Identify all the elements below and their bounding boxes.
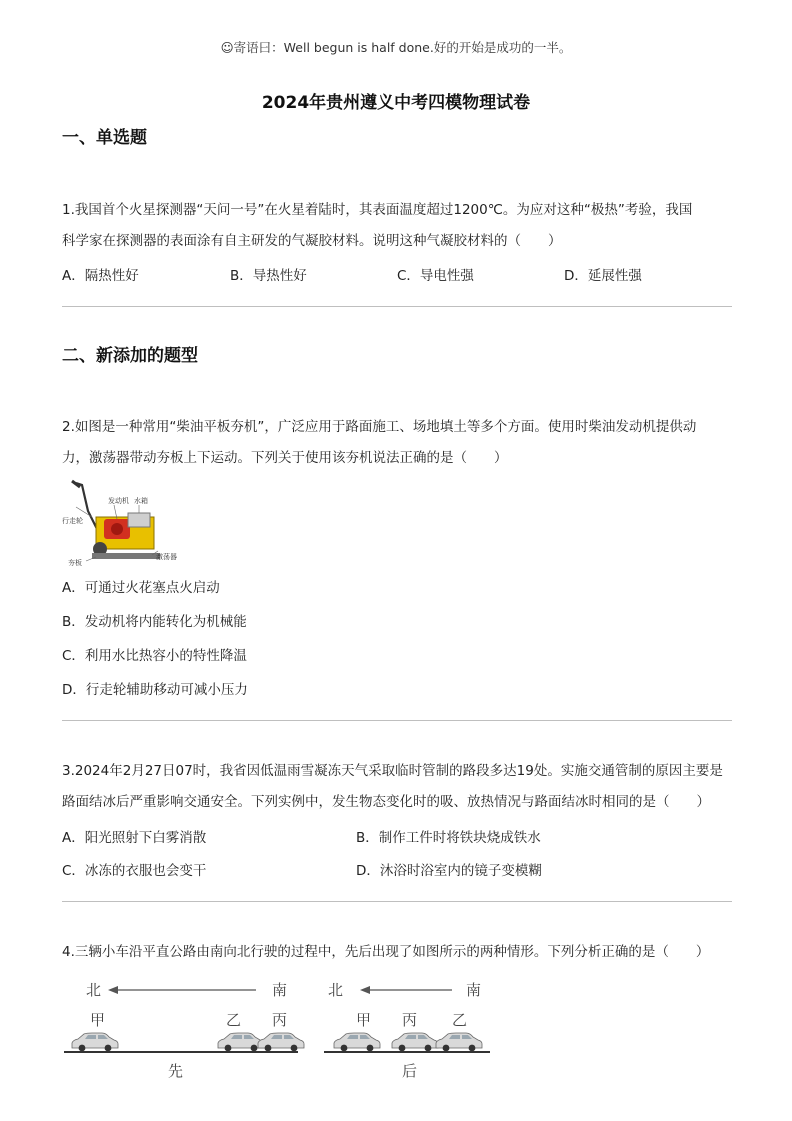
car-label-jia: 甲 — [90, 1011, 106, 1029]
q1-option-a: A．隔热性好 — [62, 268, 139, 284]
q3-option-c: C．冰冻的衣服也会变干 — [62, 863, 207, 879]
south-label: 南 — [466, 981, 482, 999]
car-icon — [258, 1033, 304, 1051]
plate-compactor-figure — [62, 477, 182, 569]
motto: ☺寄语曰：Well begun is half done.好的开始是成功的一半。 — [220, 40, 572, 55]
north-label: 北 — [86, 981, 102, 999]
south-label: 南 — [272, 981, 288, 999]
q2-option-d: D．行走轮辅助移动可减小压力 — [62, 682, 248, 698]
q3-option-a: A．阳光照射下白雾消散 — [62, 830, 207, 846]
car-icon — [334, 1033, 380, 1051]
question-3-stem — [62, 756, 734, 818]
divider — [62, 901, 732, 902]
question-3-line-2: 路面结冰后严重影响交通安全。下列实例中，发生物态变化时的吸、放热情况与路面结冰时相同的是（ ） — [62, 794, 710, 810]
figure-label-engine: 发动机 — [108, 497, 129, 505]
q3-option-d: D．沐浴时浴室内的镜子变模糊 — [356, 863, 542, 879]
q1-option-d: D．延展性强 — [564, 268, 642, 284]
question-2-stem — [62, 412, 734, 474]
caption-before: 先 — [168, 1062, 184, 1080]
car-icon — [392, 1033, 438, 1051]
car-label-bing: 丙 — [402, 1011, 418, 1029]
car-label-bing: 丙 — [272, 1011, 288, 1029]
question-2-line-2: 力，激荡器带动夯板上下运动。下列关于使用该夯机说法正确的是（ ） — [62, 450, 508, 466]
question-1-line-1: 1.我国首个火星探测器“天问一号”在火星着陆时，其表面温度超过1200℃。为应对这种“极热”考验，我国 — [62, 202, 693, 218]
scene-before — [64, 981, 304, 1080]
divider — [62, 306, 732, 307]
page-title: 2024年贵州遵义中考四模物理试卷 — [261, 93, 531, 113]
scene-after — [324, 981, 490, 1080]
section-heading-1: 一、单选题 — [62, 128, 147, 148]
q2-option-c: C．利用水比热容小的特性降温 — [62, 648, 247, 664]
divider — [62, 720, 732, 721]
q1-option-b: B．导热性好 — [230, 268, 307, 284]
figure-label-walking-wheel: 行走轮 — [62, 517, 83, 525]
q2-option-b: B．发动机将内能转化为机械能 — [62, 614, 247, 630]
section-heading-2: 二、新添加的题型 — [62, 346, 198, 366]
car-icon — [218, 1033, 264, 1051]
question-4-stem — [62, 937, 734, 968]
figure-label-plate: 夯板 — [68, 559, 82, 567]
car-icon — [72, 1033, 118, 1051]
q1-option-c: C．导电性强 — [397, 268, 474, 284]
question-2-line-1: 2.如图是一种常用“柴油平板夯机”，广泛应用于路面施工、场地填土等多个方面。使用时柴油发动机提供动 — [62, 419, 697, 435]
car-icon — [436, 1033, 482, 1051]
question-1-stem — [62, 195, 734, 257]
car-label-yi: 乙 — [226, 1011, 242, 1029]
car-positions-figure — [60, 972, 500, 1084]
q3-option-b: B．制作工件时将铁块烧成铁水 — [356, 830, 541, 846]
q2-option-a: A．可通过火花塞点火启动 — [62, 580, 220, 596]
caption-after: 后 — [402, 1062, 418, 1080]
car-label-jia: 甲 — [356, 1011, 372, 1029]
north-label: 北 — [328, 981, 344, 999]
question-3-line-1: 3.2024年2月27日07时，我省因低温雨雪凝冻天气采取临时管制的路段多达19处。实施交通管制的原因主要是 — [62, 763, 723, 779]
figure-label-water-tank: 水箱 — [134, 497, 148, 505]
question-4-line-1: 4.三辆小车沿平直公路由南向北行驶的过程中，先后出现了如图所示的两种情形。下列分析正确的是（ ） — [62, 944, 710, 960]
figure-label-vibrator: 激荡器 — [156, 553, 177, 561]
question-1-line-2: 科学家在探测器的表面涂有自主研发的气凝胶材料。说明这种气凝胶材料的（ ） — [62, 233, 562, 249]
car-label-yi: 乙 — [452, 1011, 468, 1029]
